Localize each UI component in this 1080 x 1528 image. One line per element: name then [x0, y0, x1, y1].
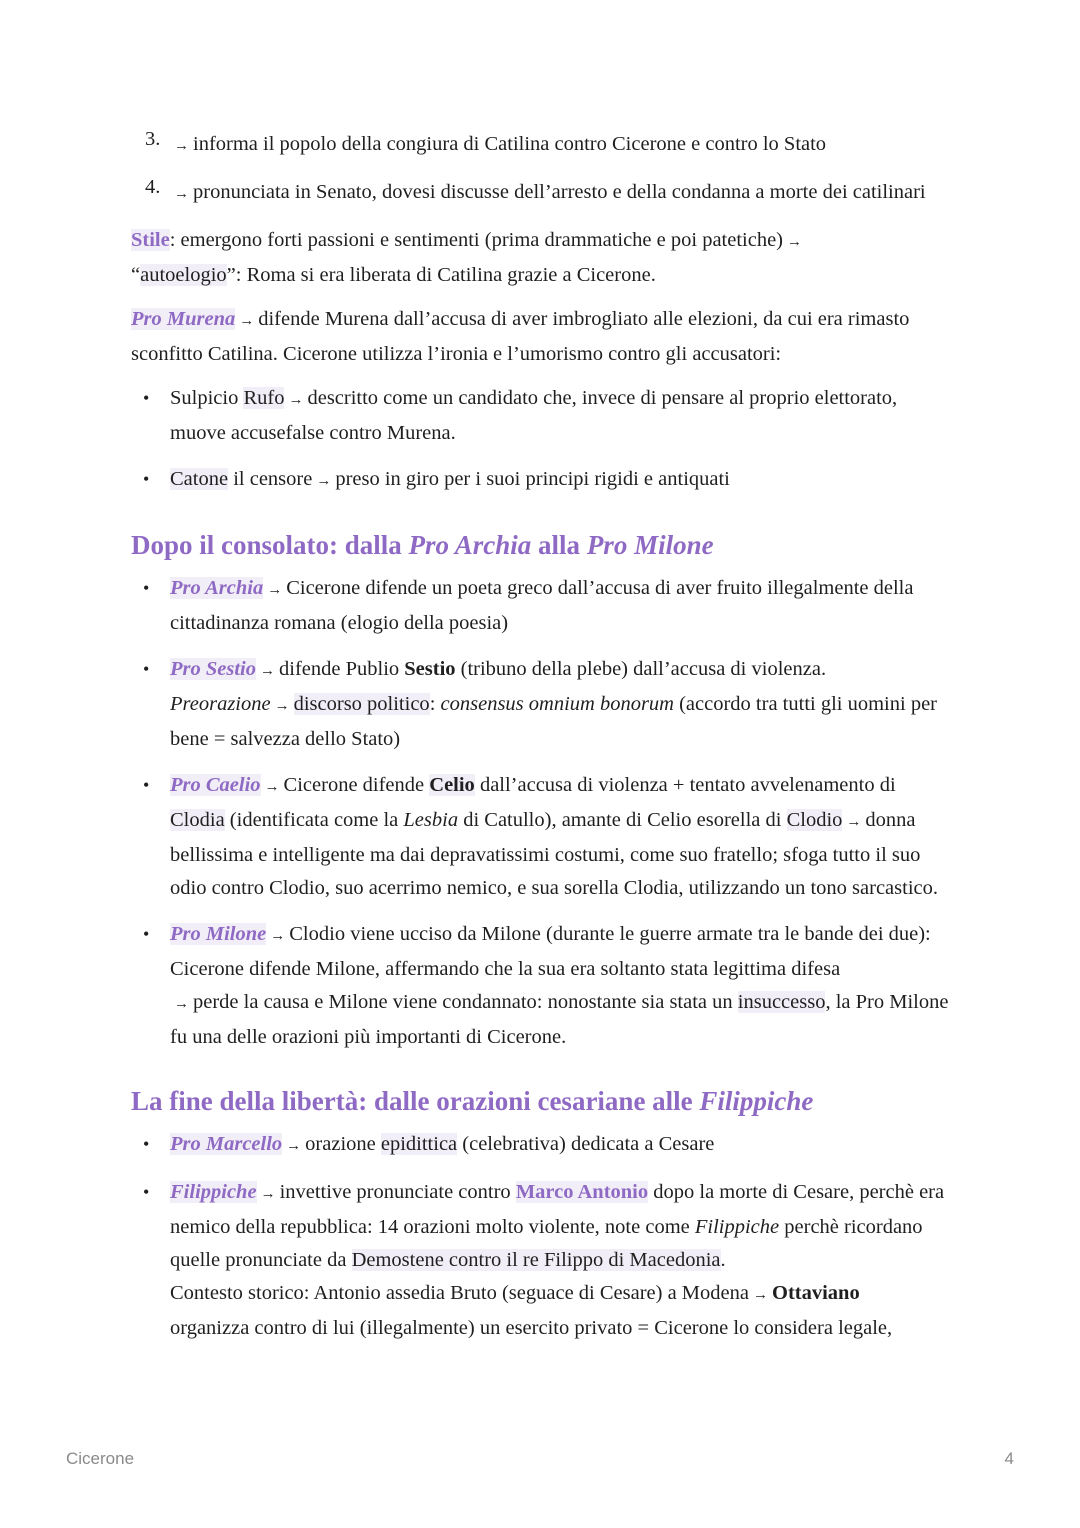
pro-milone-title: Pro Milone	[170, 923, 267, 945]
arrow-icon: →	[316, 473, 332, 489]
arrow-icon: →	[239, 313, 255, 329]
section-heading: La fine della libertà: dalle orazioni cesariane alle Filippiche	[131, 1086, 814, 1116]
pro-murena-paragraph: Pro Murena → difende Murena dall’accusa di aver imbrogliato alle elezioni, da cui era rimasto sconfitto Catilina. Cicerone utilizza l’ironia e l’umorismo contro gli accusatori:	[131, 308, 910, 365]
bullet-icon: •	[143, 659, 150, 679]
list-item: • Pro Sestio → difende Publio Sestio (tribuno della plebe) dall’accusa di violenza. Preorazione → discorso politico: consensus omnium bonorum (accordo tra tutti gli uomini per bene = salvezza dello Stato)	[143, 653, 951, 756]
arrow-icon: →	[753, 1287, 768, 1303]
bullet-icon: •	[143, 1134, 150, 1154]
arrow-icon: →	[264, 779, 280, 795]
pro-murena-title: Pro Murena	[131, 308, 236, 330]
list-number: 3.	[145, 128, 161, 150]
list-item: • Pro Caelio → Cicerone difende Celio dall’accusa di violenza + tentato avvelenamento di Clodia (identificata come la Lesbia di Catullo), amante di Celio esorella di Clodio → donna bellissima e intelligente ma dai depravatissimi costumi, come suo fratello; sfoga tutto il suo odio contro Clodio, suo acerrimo nemico, e sua sorella Clodia, utilizzando un tono sarcastico.	[143, 769, 951, 905]
page-content	[131, 128, 951, 1358]
footer-title: Cicerone	[66, 1449, 135, 1468]
arrow-icon: →	[260, 663, 275, 679]
page-number: 4	[1004, 1449, 1014, 1468]
bullet-icon: •	[143, 469, 150, 489]
arrow-icon: →	[174, 138, 189, 154]
pro-caelio-title: Pro Caelio	[170, 774, 261, 796]
list-item: • Catone il censore → preso in giro per i suoi principi rigidi e antiquati	[143, 463, 951, 498]
arrow-icon: →	[174, 996, 189, 1012]
pro-sestio-title: Pro Sestio	[170, 658, 256, 680]
arrow-icon: →	[286, 1138, 302, 1154]
list-item: • Pro Marcello → orazione epidittica (celebrativa) dedicata a Cesare	[143, 1128, 951, 1163]
arrow-icon: →	[288, 392, 304, 408]
stile-label: Stile	[131, 229, 170, 251]
list-item-text: informa il popolo della congiura di Catilina contro Cicerone e contro lo Stato	[193, 133, 827, 155]
bullet-icon: •	[143, 388, 150, 408]
pro-archia-title: Pro Archia	[170, 577, 264, 599]
list-item: • Pro Archia → Cicerone difende un poeta greco dall’accusa di aver fruito illegalmente della cittadinanza romana (elogio della poesia)	[143, 572, 951, 640]
arrow-icon: →	[787, 234, 803, 250]
bullet-icon: •	[143, 578, 150, 598]
list-item: • Sulpicio Rufo → descritto come un candidato che, invece di pensare al proprio elettorato, muove accusefalse contro Murena.	[143, 382, 951, 450]
arrow-icon: →	[267, 582, 283, 598]
list-item: • Filippiche → invettive pronunciate contro Marco Antonio dopo la morte di Cesare, perchè era nemico della repubblica: 14 orazioni molto violente, note come Filippiche perchè ricordano quelle pronunciate da Demostene contro il re Filippo di Macedonia. Contesto storico: Antonio assedia Bruto (seguace di Cesare) a Modena → Ottaviano organizza contro di lui (illegalmente) un esercito privato = Cicerone lo considera legale,	[143, 1176, 951, 1345]
arrow-icon: →	[174, 186, 189, 202]
filippiche-title: Filippiche	[170, 1181, 257, 1203]
arrow-icon: →	[846, 814, 862, 830]
bullet-icon: •	[143, 924, 150, 944]
stile-paragraph: Stile: emergono forti passioni e sentimenti (prima drammatiche e poi patetiche) → “autoelogio”: Roma si era liberata di Catilina grazie a Cicerone.	[131, 224, 951, 292]
list-item	[145, 128, 951, 163]
list-item-text: pronunciata in Senato, dovesi discusse dell’arresto e della condanna a morte dei catilinari	[193, 181, 926, 203]
pro-marcello-title: Pro Marcello	[170, 1133, 283, 1155]
section-heading: Dopo il consolato: dalla Pro Archia alla Pro Milone	[131, 530, 714, 560]
arrow-icon: →	[260, 1186, 276, 1202]
autoelogio-term: autoelogio	[140, 264, 227, 286]
list-number: 4.	[145, 176, 161, 198]
bullet-icon: •	[143, 775, 150, 795]
list-item	[145, 176, 951, 211]
list-item: • Pro Milone → Clodio viene ucciso da Milone (durante le guerre armate tra le bande dei due): Cicerone difende Milone, affermando che la sua era soltanto stata legittima difesa → perde la causa e Milone viene condannato: nonostante sia stata un insuccesso, la Pro Milone fu una delle orazioni più importanti di Cicerone.	[143, 918, 951, 1054]
bullet-icon: •	[143, 1182, 150, 1202]
arrow-icon: →	[270, 928, 286, 944]
arrow-icon: →	[274, 698, 290, 714]
